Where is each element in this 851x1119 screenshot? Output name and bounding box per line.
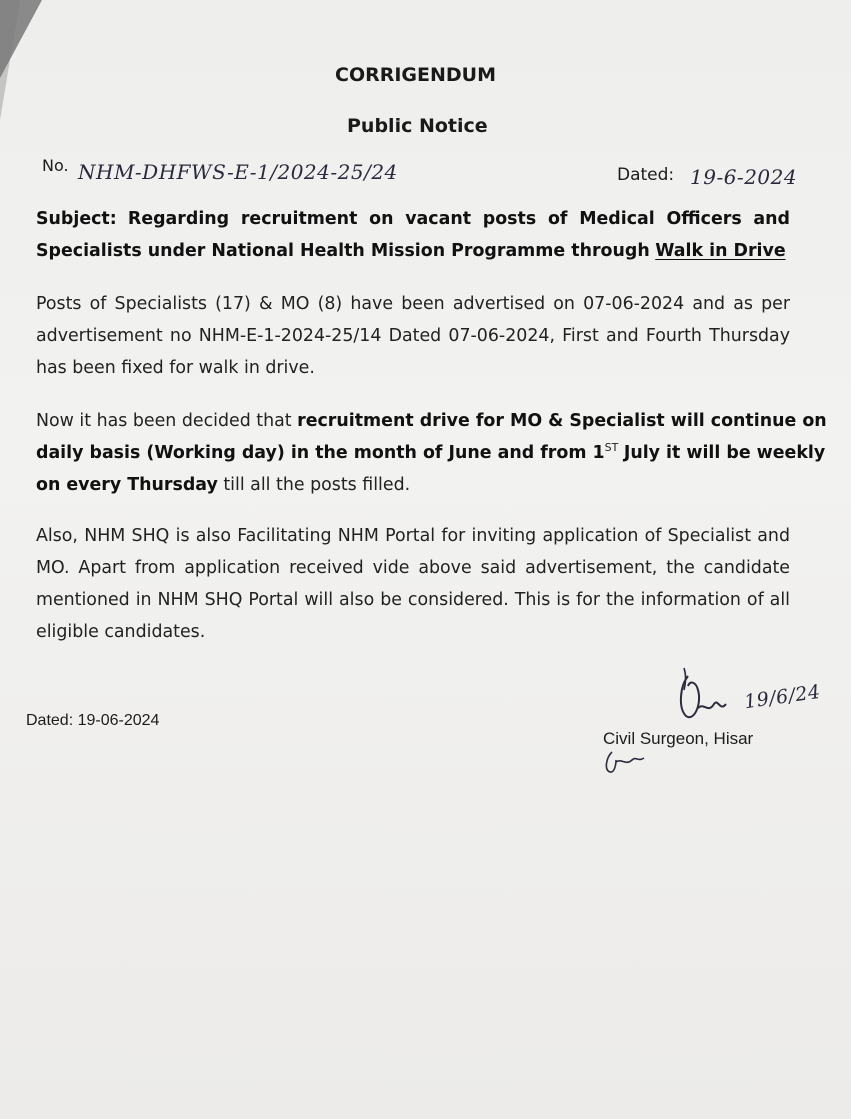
superscript-st: ST [604,441,619,454]
para2-line-1 [36,405,827,437]
document-subtitle: Public Notice [347,115,488,137]
initials-icon [600,748,648,778]
subject-text-1: Regarding recruitment on vacant posts of Medical Officers and [127,209,790,229]
paragraph-portal [36,520,790,648]
para2-bold-2b: July it will be weekly [623,443,826,463]
document-title: CORRIGENDUM [335,64,497,86]
para3-line-3: mentioned in NHM SHQ Portal will also be considered. This is for the information of all [36,590,790,610]
para1-line-2: advertisement no NHM-E-1-2024-25/14 Dated 07-06-2024, First and Fourth Thursday [36,326,790,346]
subject-text-2: Specialists under National Health Mission Programme through [36,241,650,261]
para2-plain-3: till all the posts filled. [223,475,411,495]
signatory-title: Civil Surgeon, Hisar [603,729,754,748]
subject-line-1 [36,203,790,235]
para1-line-3: has been fixed for walk in drive. [36,358,315,378]
para3-line-2: MO. Apart from application received vide above said advertisement, the candidate [36,558,790,578]
dated-value: 19-6-2024 [690,165,798,189]
paragraph-advertisement [36,288,790,384]
reference-no-label: No. [42,156,69,175]
dated-label: Dated: [617,165,675,185]
para1-line-1: Posts of Specialists (17) & MO (8) have been advertised on 07-06-2024 and as per [36,294,790,314]
footer-dated: Dated: 19-06-2024 [26,712,160,729]
subject-block [36,203,790,267]
para2-line-2 [36,437,826,469]
para2-line-3 [36,469,790,501]
subject-label: Subject: [36,209,117,229]
paragraph-decision [36,405,827,501]
subject-line-2 [36,235,790,267]
para3-line-1: Also, NHM SHQ is also Facilitating NHM Portal for inviting application of Specialist and [36,526,790,546]
para2-bold-2a: daily basis (Working day) in the month of June and from 1 [36,443,605,463]
para2-bold-3: on every Thursday [36,475,218,495]
walk-in-drive-text: Walk in Drive [655,241,786,261]
signature-date: 19/6/24 [742,680,822,714]
page-shadow-edge [0,0,20,120]
para2-plain-1: Now it has been decided that [36,411,292,431]
para3-line-4: eligible candidates. [36,622,206,642]
para2-bold-1: recruitment drive for MO & Specialist will continue on [297,411,827,431]
reference-no-value: NHM-DHFWS-E-1/2024-25/24 [78,160,398,184]
